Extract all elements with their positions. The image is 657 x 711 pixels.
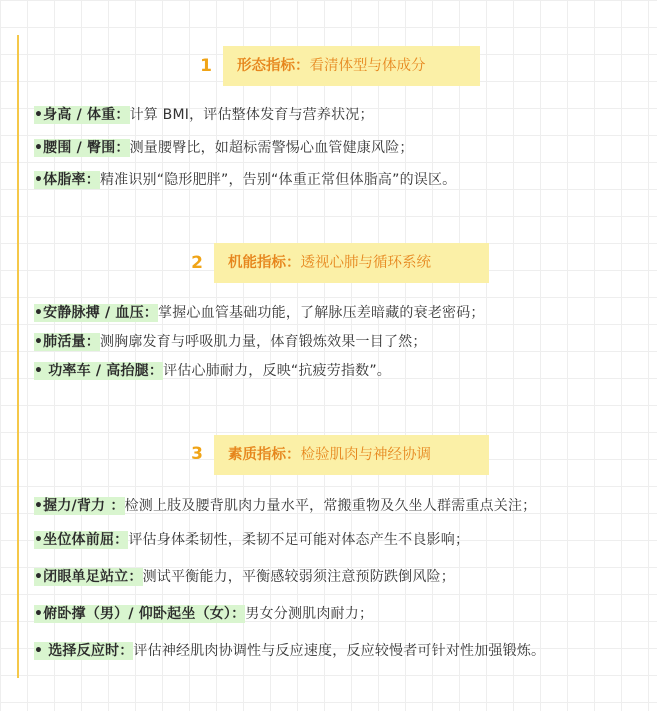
item-label: • 功率车 / 高抬腿： <box>34 363 164 379</box>
section-title-strong: 素质指标： <box>228 447 301 463</box>
item-description: 测试平衡能力，平衡感较弱须注意预防跌倒风险； <box>142 569 455 585</box>
item-description: 评估身体柔韧性，柔韧不足可能对体态产生不良影响； <box>128 532 470 548</box>
section-title-rest: 检验肌肉与神经协调 <box>300 447 431 463</box>
item-description: 测胸廓发育与呼吸肌力量，体育锻炼效果一目了然； <box>99 334 427 350</box>
item-label: •肺活量： <box>34 334 100 350</box>
item-label: •安静脉搏 / 血压： <box>34 305 159 321</box>
item-label: • 选择反应时： <box>34 643 134 659</box>
section-title-rest: 透视心肺与循环系统 <box>300 255 431 271</box>
section-title <box>214 243 489 283</box>
section-title-rest: 看清体型与体成分 <box>309 58 426 74</box>
section-number: 2 <box>191 253 203 273</box>
item-description: 计算 BMI，评估整体发育与营养状况； <box>129 107 374 123</box>
item-label: •体脂率： <box>34 172 100 188</box>
list-item <box>34 529 469 551</box>
list-item <box>34 104 374 126</box>
list-item <box>34 360 391 382</box>
item-label: •腰围 / 臀围： <box>34 140 130 156</box>
item-label: •俯卧撑（男）/ 仰卧起坐（女）： <box>34 606 246 622</box>
list-item <box>34 603 373 625</box>
item-description: 测量腰臀比，如超标需警惕心血管健康风险； <box>129 140 414 156</box>
item-label: •身高 / 体重： <box>34 107 130 123</box>
list-item <box>34 331 427 353</box>
section-title-strong: 形态指标： <box>237 58 310 74</box>
list-item <box>34 302 485 324</box>
left-accent-rule <box>17 35 19 678</box>
section-title <box>214 435 489 475</box>
item-description: 精准识别“隐形肥胖”，告别“体重正常但体脂高”的误区。 <box>99 172 457 188</box>
list-item <box>34 137 414 159</box>
item-description: 评估神经肌肉协调性与反应速度，反应较慢者可针对性加强锻炼。 <box>133 643 546 659</box>
item-description: 男女分测肌肉耐力； <box>245 606 374 622</box>
item-description: 评估心肺耐力，反映“抗疲劳指数”。 <box>163 363 391 379</box>
list-item <box>34 169 456 191</box>
item-label: •闭眼单足站立： <box>34 569 143 585</box>
item-label: •握力/背力 ： <box>34 498 125 514</box>
section-number: 1 <box>200 56 212 76</box>
list-item <box>34 495 536 517</box>
section-title-strong: 机能指标： <box>228 255 301 271</box>
section-number: 3 <box>191 444 203 464</box>
item-description: 检测上肢及腰背肌肉力量水平，常搬重物及久坐人群需重点关注； <box>124 498 537 514</box>
item-description: 掌握心血管基础功能，了解脉压差暗藏的衰老密码； <box>158 305 485 321</box>
list-item <box>34 566 455 588</box>
item-label: •坐位体前屈： <box>34 532 129 548</box>
list-item <box>34 640 545 662</box>
section-title <box>223 46 480 86</box>
